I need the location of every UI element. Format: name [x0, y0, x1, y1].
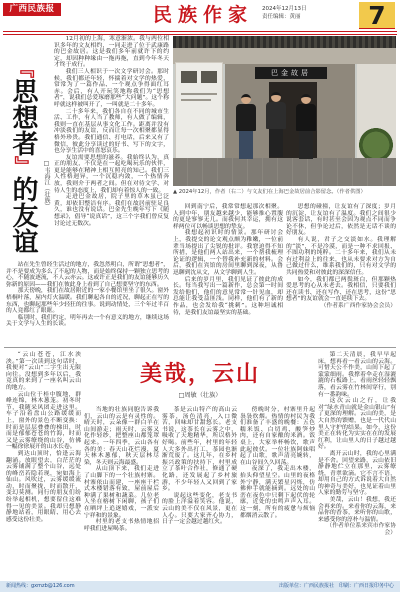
person-jacket: [296, 104, 316, 131]
photo-roof-eaves: [173, 36, 396, 48]
paragraph: 思想的碰撞，让友谊有了深度；岁月的沉淀，让友谊有了温度。我们之间很少说客套话，有时甚至会因为观点不同而争论不休，但争论过后，依然是无话不谈的好朋友。: [286, 204, 396, 237]
editor-credit: 责任编辑：黄丽: [262, 13, 301, 20]
person-head: [271, 92, 281, 102]
article-2-author: □周敏（壮族）: [178, 392, 222, 399]
article-2-column-4: [240, 407, 315, 578]
paragraph: 离开云山时，我的心里满是不舍。回望来路，云山依旧静静地伫立在那里，云雾缭绕，青翠欲滴。它不言不语，却用自己的方式诉说着大自然的神奇与美好，也见证着山里人家的勤劳与坚守。: [318, 450, 396, 497]
paragraph: 美哉，云山！我想，我还会再来的。来看你的云海，来品你的香茶，来听你的山歌，来感受你的淳朴与温情。: [318, 497, 396, 523]
paragraph: 我想起初识时的情景。那年研讨会上，我提交的论文观点颇为稚嫩，一位前辈当场提出了尖锐的批评。我窘迫得不知所措，是他们两人站出来，一个帮我梳理论证的逻辑，一个替我补充新的材料。会后，我们在宾馆的房间里聊到深夜，从鲁迅聊到沈从文，从文学聊到人生。: [173, 230, 283, 276]
person-legs: [269, 129, 283, 157]
paragraph: 走进巴金故居，院子里的草木虽已泛黄，却依旧整洁有序。我们在故居前驻足良久，谁也没有说话。巴金先生晚年写下《随想录》，倡导“说真话”，这三个字我们曾反复讨论过无数次。: [54, 194, 169, 227]
header-rule: [3, 31, 397, 32]
title-part-2: 的友谊: [8, 176, 38, 254]
paragraph: 二十多年来，我们各自在不同的城市生活、工作，有人当了教师，有人做了编辑，我则一直在基层从事文化工作。距离并没有冲淡我们的友谊，反而让每一次相聚都显得格外珍贵。我们通信、打电话，后来又有了微信，彼此分享读过的好书、写下的文字，也分享生活中的喜怒哀乐。: [54, 108, 169, 155]
paragraph: 夜深了，我走出木楼，抬头仰望星空。山里的夜格外宁静，满天繁星闪烁，仿佛伸手就能摘到。远处的山峦在夜色中只剩下起伏的轮廓，近处的虫鸣声声入耳。这一刻，所有的疲惫与烦恼都烟消云散了。: [240, 466, 315, 519]
paragraph: 从山顶下来，我们走进了山脚下的一个壮族村寨。村寨依山而建，一座座干栏式木楼错落有致，屋前屋后种满了果树和蔬菜。几位老人坐在榕树下闲聊，孩子们在晒坪上追逐嬉戏，一派安宁祥和的景象。: [84, 466, 159, 519]
author-note: （作者单位系来宾市作家协会）: [326, 523, 396, 537]
paragraph: 村里的老支书热情地招呼我们进屋喝茶。: [84, 519, 159, 532]
person-jacket: [266, 102, 286, 129]
exhibit-text-line: [181, 93, 217, 95]
page-number: 7: [359, 2, 395, 29]
article-2-column-5: [318, 352, 396, 578]
paragraph: “云山苍苍，江水泱泱。”第一次读到这句话时，我便对“云山”二字生出无限向往。没想到多年以后，我竟真的来到了一座名叫云山的地方。: [6, 352, 81, 391]
author-note: （作者系广西作家协会会员）: [320, 302, 396, 309]
paragraph: 傍晚时分，村寨里升起袅袅炊烟。热情的村民为我们准备了丰盛的晚餐：五色糯米饭、白切鸡、酸笋炒肉，还有自家酿的米酒。饭桌上，大家举杯畅饮，歌声此起彼伏。一位壮族阿妹唱起了山歌，歌声清亮婉转，在山谷间久久回荡。: [240, 407, 315, 466]
person-head: [301, 94, 311, 104]
photo-person: [265, 92, 287, 158]
photo-exhibit-panel: [175, 62, 223, 160]
title-bracket-open: 『: [11, 58, 35, 78]
paragraph: 临别时，我们约定，明年再去一个有意义的地方，继续这场关于文学与人生的长谈。: [6, 314, 169, 328]
paragraph: 后来的岁月里，我们见证了彼此的成长。每当我写出一篇新作，总会第一时间发给他们，他们的意见常常一针见血，却总能让我受益匪浅。同样，他们有了新的作品，也会发给我“挑刺”。这种坦诚相待，是我们友谊最坚实的基础。: [173, 276, 283, 316]
paragraph: 当地的壮族同胞告诉我们，云山的云是有灵性的。晴天时，云朵像一群白羊在山间游走；雨天时，云雾又化作轻纱，把整座山都笼罩起来。一年四季，云山各有各的美：春天山花烂漫，夏天林木葱郁，秋天层林尽染，冬天则云海最盛。: [84, 407, 159, 466]
paragraph: 到达山顶时，恰逢云海翻涌。放眼望去，白茫茫的云雾铺满了整个山谷，远处的峰峦若隐若现，宛如海上仙山。风吹过，云雾缓缓流动，时而聚拢，时而散开，变幻莫测。同行的朋友们纷纷举起相机，想要留住这难得一见的美景。我却只想静静地站着，用眼睛、用心去感受这份壮美。: [6, 450, 81, 523]
paragraph: 如今，我们都已两鬓斑白，但那颗热爱思考的心从未老去。我相信，只要我们还在读书、还在写作、还在思考，这份“思想者”的友谊就会一直延续下去。: [286, 276, 396, 303]
paragraph: 我们三人相识于一次文学研讨会。那时候，我们都还年轻，怀揣着对文学的热爱，常常为了一篇作品、一个观点争得面红耳赤。会后，有人开玩笑地称我们为“思想者”，说我们总爱琢磨那些“大问题”。这个称呼就这样被叫开了，一叫就是二十多年。: [54, 68, 169, 108]
article-1-text-left: [54, 36, 169, 260]
paragraph: 那天傍晚，我们在故居附近的一家小餐馆里坐了很久。窗外梧桐叶落，屋内灯火温暖。我们聊起各自的近况，聊起正在写的东西，也聊起那些年少轻狂的往事。说到动情处，三个年过半百的人竟都红了眼眶。: [6, 288, 169, 315]
article-2-title: 美哉，云山: [139, 362, 260, 387]
paragraph: 云山位于桂中腹地，群峰连绵，林木葱茏。初冬时节，我随采风团走进这里。车子沿着盘山公路缓缓而上，窗外的景色不断变换：时而是层层叠叠的梯田，时而是郁郁苍苍的竹海，时而又是云雾缭绕的山谷，仿佛一幅徐徐展开的山水长卷。: [6, 391, 81, 451]
photo-sign: 巴金故居: [255, 67, 327, 79]
paragraph: 友谊需要思想的滋养。我始终认为，真正的朋友，不仅是在一起吃喝玩乐的伙伴，更是能够在精神上相互照亮的知己。我们三人性格迥异，一个沉稳内敛，一个热情奔放，我则介于两者之间。但在对待文学、对待人生的态度上，我们却有着惊人的一致。: [54, 154, 169, 194]
article-1-photo: [173, 36, 396, 186]
photo-plant: [359, 128, 393, 162]
person-jacket: [236, 104, 256, 131]
exhibit-picture: [201, 71, 217, 83]
article-1-text-bottom: [6, 262, 169, 344]
paragraph: 第二天清晨，我早早起床，想再看一看云山的云海。可惜天公不作美，山间下起了蒙蒙细雨。我撑着伞走在湿漉漉的石板路上，看雨丝轻轻飘落，看云雾在竹林间穿行，别有一番韵味。: [318, 352, 396, 398]
article-1-text-right: [286, 204, 396, 344]
photo-ground: [173, 158, 396, 186]
header-rule-thin: [3, 34, 397, 35]
article-separator: [4, 347, 396, 348]
photo-person: [295, 94, 317, 160]
paragraph: 回到南宁后，我常常想起那次相聚。人到中年，朋友越来越少，能够推心置腹的更是寥寥无几。而我何其幸运，拥有这样两位可以畅谈思想的挚友。: [173, 204, 283, 230]
paragraph: 站在先生曾经生活过的地方，我忽然明白，所谓“思想者”，并不是要成为多么了不起的人物，而是始终保持一颗独立思考的心，不随波逐流，不人云亦云。这或许正是我们的友谊能够历久弥新的原因——我们在彼此身上看到了自己想要坚守的东西。: [6, 262, 169, 288]
footer-bar: [0, 581, 400, 592]
article-2-column-3: [162, 407, 237, 578]
section-title: 民族作家: [152, 4, 253, 26]
issue-date: 2024年12月13日: [262, 6, 307, 12]
paragraph: 茶是云山特产的高山云雾茶，汤色清亮，入口微苦，回味却甘甜悠长。老支书说，这茶长在云雾之中，吸收了天地精华，所以格外好喝。前些年，村里的年轻人大多外出打工，茶园也渐渐荒废了。这几年，在乡村振兴政策的扶持下，村里成立了茶叶合作社，修通了硬化路，还发展起了乡村旅游，不少年轻人又回到了家乡。: [162, 407, 237, 493]
paragraph: 12月初的上海，寒意渐浓。我与两位相识多年的文友相约，一同走进了位于武康路的巴金故居。这是我们多年前就许下的约定，却因种种缘由一拖再拖，直到今年冬天才终于成行。: [54, 36, 169, 69]
article-1-author: □韦海江（壮族）: [43, 160, 50, 209]
article-1-title: [6, 58, 40, 254]
person-legs: [299, 131, 313, 159]
issue-info: [262, 6, 354, 21]
article-2-column-2: [84, 407, 159, 578]
person-legs: [239, 131, 253, 159]
article-1-text-middle: [173, 204, 283, 344]
photo-caption: ▲ 2024年12月，作者（右二）与文友们在上海巴金故居前合影留念。（作者供图）: [173, 189, 366, 195]
title-bracket-close: 』: [11, 156, 35, 176]
newspaper-masthead: 广西民族报: [3, 3, 61, 16]
article-2-column-1: [6, 352, 81, 578]
person-head: [241, 94, 251, 104]
footer-hotline: 新闻热线：gxmzb@126.com: [6, 583, 75, 589]
exhibit-text-line: [181, 99, 211, 101]
paragraph: 这次云山之行，让我对“绿水青山就是金山银山”有了更深的理解。云山的美，是大自然的馈赠，也是一代代山里人守护的结果。如今，这份美正在转化为实实在在的发展红利，让山里人的日子越过越好。: [318, 398, 396, 451]
footer-publisher: 出版单位：广西民族报社 印刷：广西日报印务中心: [278, 583, 394, 589]
photo-person: [235, 94, 257, 160]
title-part-1: 思想者: [8, 78, 38, 156]
paragraph: 有人说，君子之交淡如水。我理解的“淡”，不是冷漠，而是一种不求回报、不图功利的纯粹。二十多年来，我们从未有过利益上的往来，也从未要求对方为自己做过什么，维系我们的，只有对文学的共同热爱和对彼此的深深信任。: [286, 236, 396, 276]
paragraph: 说起这些变化，老支书的脸上洋溢着笑容。他说，云山的美不仅在风景，更在人心。只要大家齐心协力，日子一定会越过越红火。: [162, 492, 237, 526]
exhibit-picture: [181, 71, 197, 83]
